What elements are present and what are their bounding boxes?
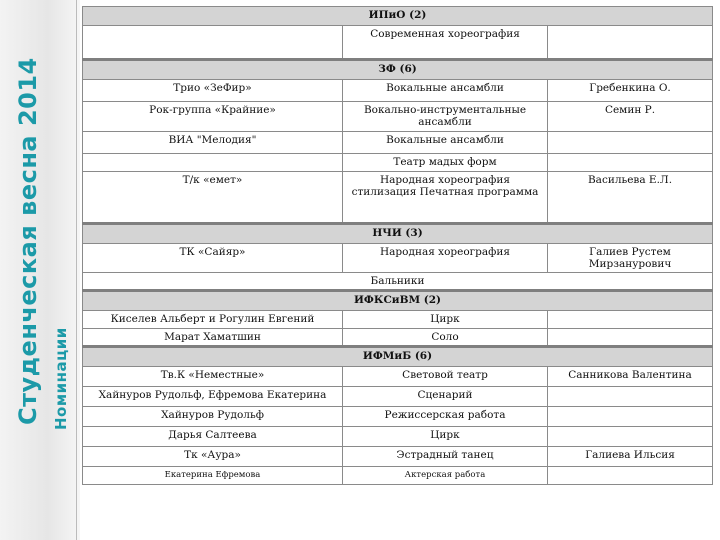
team-cell: Дарья Салтеева <box>83 427 343 447</box>
leader-cell: Семин Р. <box>548 102 713 132</box>
team-cell: Рок-группа «Крайние» <box>83 102 343 132</box>
table-row <box>83 329 713 347</box>
nomination-cell: Театр мадых форм <box>343 154 548 172</box>
leader-cell <box>548 154 713 172</box>
team-cell: Хайнуров Рудольф, Ефремова Екатерина <box>83 387 343 407</box>
table-row <box>83 132 713 154</box>
nominations-table <box>82 6 713 485</box>
table-row <box>83 387 713 407</box>
nomination-cell: Современная хореография <box>343 26 548 60</box>
nomination-cell: Цирк <box>343 311 548 329</box>
table-row <box>83 102 713 132</box>
team-cell: Киселев Альберт и Рогулин Евгений <box>83 311 343 329</box>
team-cell <box>83 26 343 60</box>
sidebar-title: Студенческая весна 2014 <box>14 57 42 425</box>
table-row <box>83 26 713 60</box>
table-row <box>83 154 713 172</box>
faculty-header <box>83 291 713 311</box>
leader-cell <box>548 387 713 407</box>
team-cell: ТК «Сайяр» <box>83 244 343 273</box>
faculty-name: НЧИ (3) <box>83 224 713 244</box>
faculty-header <box>83 224 713 244</box>
nomination-cell: Соло <box>343 329 548 347</box>
leader-cell: Санникова Валентина <box>548 367 713 387</box>
leader-cell <box>548 407 713 427</box>
table-row <box>83 172 713 224</box>
table-row <box>83 467 713 485</box>
table-row <box>83 273 713 291</box>
table-row <box>83 244 713 273</box>
team-cell: Трио «ЗеФир» <box>83 80 343 102</box>
nomination-cell: Вокально-инструментальные ансамбли <box>343 102 548 132</box>
faculty-header <box>83 347 713 367</box>
faculty-header <box>83 7 713 26</box>
sidebar-subtitle: Номинации <box>52 327 70 430</box>
nomination-cell: Вокальные ансамбли <box>343 80 548 102</box>
table-row <box>83 367 713 387</box>
nomination-cell: Световой театр <box>343 367 548 387</box>
team-cell: Тк «Аура» <box>83 447 343 467</box>
nomination-cell: Сценарий <box>343 387 548 407</box>
team-cell: Хайнуров Рудольф <box>83 407 343 427</box>
faculty-name: ИПиО (2) <box>83 7 713 26</box>
faculty-name: ИФКСиВМ (2) <box>83 291 713 311</box>
nomination-cell: Эстрадный танец <box>343 447 548 467</box>
team-cell: Тв.К «Неместные» <box>83 367 343 387</box>
nomination-cell: Народная хореография <box>343 244 548 273</box>
team-cell: Екатерина Ефремова <box>83 467 343 485</box>
nomination-cell: Народная хореография стилизация Печатная программа <box>343 172 548 224</box>
team-cell: Т/к «емет» <box>83 172 343 224</box>
faculty-header <box>83 60 713 80</box>
nomination-cell: Цирк <box>343 427 548 447</box>
table-row <box>83 407 713 427</box>
leader-cell <box>548 311 713 329</box>
leader-cell <box>548 329 713 347</box>
team-cell: ВИА "Мелодия" <box>83 132 343 154</box>
leader-cell: Галиева Ильсия <box>548 447 713 467</box>
leader-cell <box>548 26 713 60</box>
nomination-cell: Режиссерская работа <box>343 407 548 427</box>
leader-cell <box>548 132 713 154</box>
table-row <box>83 447 713 467</box>
leader-cell <box>548 427 713 447</box>
leader-cell <box>548 467 713 485</box>
leader-cell: Гребенкина О. <box>548 80 713 102</box>
nomination-cell: Актерская работа <box>343 467 548 485</box>
team-cell: Бальники <box>83 273 713 291</box>
table-row <box>83 80 713 102</box>
table-row <box>83 427 713 447</box>
faculty-name: ИФМиБ (6) <box>83 347 713 367</box>
leader-cell: Васильева Е.Л. <box>548 172 713 224</box>
team-cell <box>83 154 343 172</box>
nomination-cell: Вокальные ансамбли <box>343 132 548 154</box>
team-cell: Марат Хаматшин <box>83 329 343 347</box>
leader-cell: Галиев Рустем Мирзанурович <box>548 244 713 273</box>
table-row <box>83 311 713 329</box>
sidebar-divider <box>76 0 77 540</box>
faculty-name: ЗФ (6) <box>83 60 713 80</box>
